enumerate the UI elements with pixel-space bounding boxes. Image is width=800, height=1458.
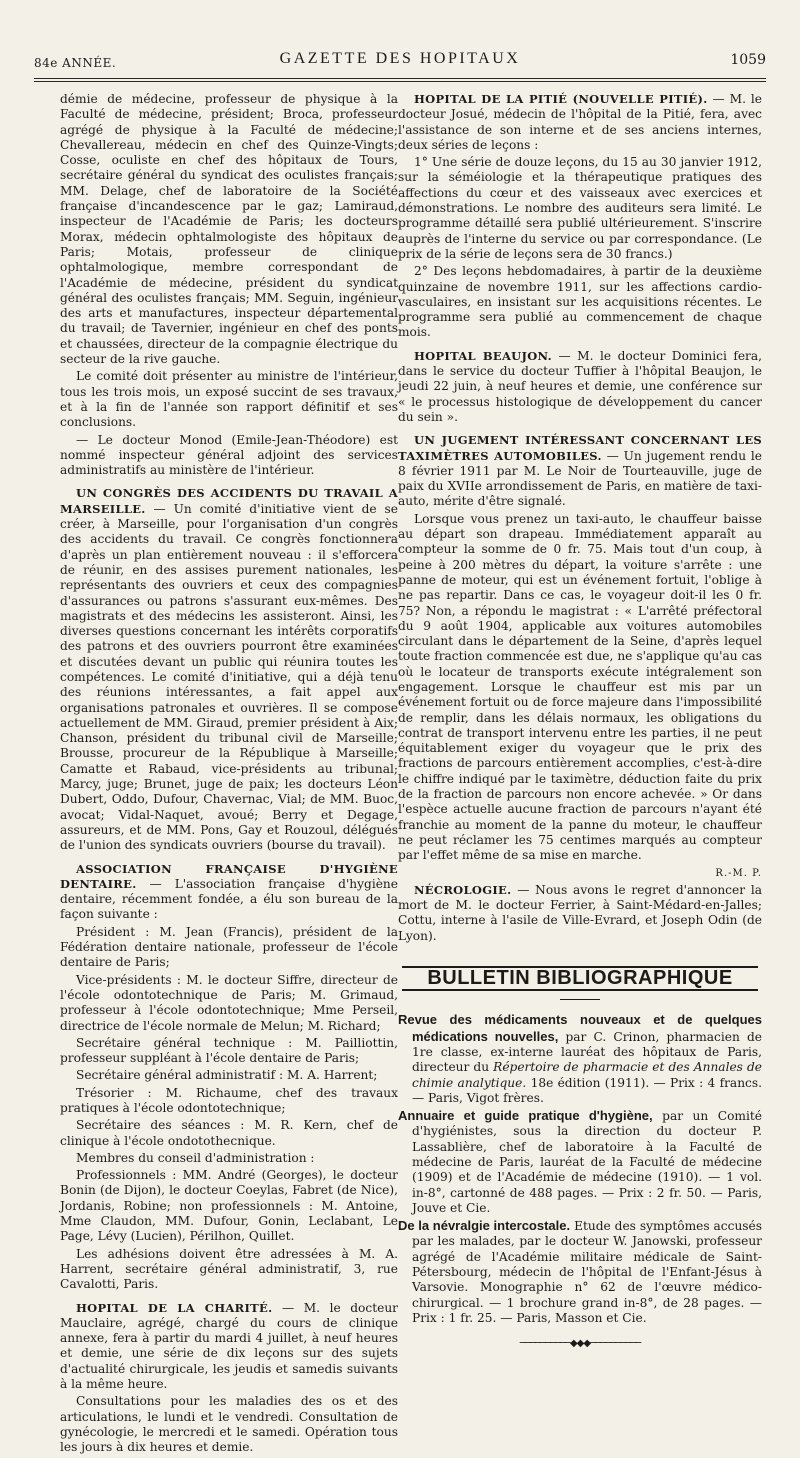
list-item: Secrétaire général technique : M. Pailliottin, professeur suppléant à l'école dentaire de Paris; (60, 1035, 398, 1066)
list-item: Professionnels : MM. André (Georges), le docteur Bonin (de Dijon), le docteur Coeylas, Fabret (de Nice), Jordanis, Robine; non professionnels : M. Antoine, Mme Claudon, MM. Dufour, Gonin, Leclabant, Le Page, Lévy (Lucien), Périlhon, Quillet. (60, 1168, 398, 1244)
article-title: HOPITAL DE LA PITIÉ (NOUVELLE PITIÉ). (414, 92, 708, 106)
article-text: — L'association française d'hygiène dentaire, récemment fondée, a élu son bureau de la façon suivante : (60, 876, 398, 922)
biblio-text: Etude des symptômes accusés par les malades, par le docteur W. Janowski, professeur agrégé de l'Académie militaire médicale de Saint-Pétersbourg, médecin de l'hôpital de l'Enfant-Jésus à Varsovie. Monographie n° 62 de l'œuvre médico-chirurgical. — 1 brochure grand in-8°, de 28 pages. — Prix : 1 fr. 25. — Paris, Masson et Cie. (412, 1219, 763, 1325)
paragraph: Le comité doit présenter au ministre de l'intérieur, tous les trois mois, un exposé succint de ses travaux, et à la fin de l'année son rapport définitif et ses conclusions. (60, 369, 398, 430)
article-text: — M. le docteur Josué, médecin de l'hôpital de la Pitié, fera, avec l'assistance de son interne et de ses anciens internes, deux séries de leçons : (398, 92, 763, 152)
article-title: HOPITAL DE LA CHARITÉ. (76, 1300, 273, 1315)
article-text: — Un jugement rendu le 8 février 1911 par M. Le Noir de Tourteauville, juge de paix du XVIIe arrondissement de Paris, en matière de taxi-auto, mérite d'être signalé. (398, 448, 762, 509)
bulletin-title: BULLETIN BIBLIOGRAPHIQUE (402, 966, 758, 991)
issue-label: 84e ANNÉE. (34, 56, 117, 70)
biblio-title: Revue des médicaments nouveaux et de quelques médications nouvelles, (398, 1012, 762, 1044)
article-jugement (398, 433, 762, 509)
header-rule-bottom (34, 81, 766, 82)
article-title: NÉCROLOGIE. (414, 882, 512, 897)
paragraph: Lorsque vous prenez un taxi-auto, le chauffeur baisse au départ son drapeau. Immédiatement apparaît au compteur la somme de 0 fr. 75. Mais tout d'un coup, à peine à 200 mètres du départ, la voiture s'arrête : une panne de moteur, qui est un événement fortuit, l'oblige à ne pas repartir. Dans ce cas, le voyageur doit-il les 0 fr. 75? Non, a répondu le magistrat : « L'arrêté préfectoral du 9 août 1904, applicable aux voitures automobiles circulant dans le département de la Seine, d'après lequel toute fraction commencée est due, ne s'applique qu'au cas où le locateur de transports exécute intégralement son engagement. Lorsque le chauffeur est mis par un événement fortuit ou de force majeure dans l'impossibilité de remplir, dans les délais normaux, les obligations du contrat de transport intervenu entre les parties, il ne peut équitablement exiger du voyageur que le prix des fractions de parcours entièrement accomplies, c'est-à-dire le chiffre indiqué par le taximètre, déduction faite du prix de la fraction de parcours non encore achevée. » Or dans l'espèce actuelle aucune fraction de parcours n'ayant été franchie au moment de la panne du moteur, le chauffeur ne peut réclamer les 75 centimes marqués au compteur par l'effet même de sa mise en marche. (398, 511, 762, 863)
biblio-text: 18e édition (1911). — Prix : 4 francs. — Paris, Vigot frères. (412, 1075, 762, 1105)
article-title: HOPITAL BEAUJON. (414, 348, 552, 363)
paragraph: démie de médecine, professeur de physique à la Faculté de médecine, président; Broca, professeur agrégé de physique à la Faculté de médecine; Chevallereau, médecin en chef des Quinze-Vingts; Cosse, oculiste en chef des hôpitaux de Tours, secrétaire général du syndicat des oculistes français; MM. Delage, chef de laboratoire de la Société française d'incandescence par le gaz; Lamiraud, inspecteur de l'Académie de Paris; les docteurs Morax, médecin ophtalmologiste des hôpitaux de Paris; Motais, professeur de clinique ophtalmologique, membre correspondant de l'Académie de médecine, président du syndicat général des oculistes français; MM. Seguin, ingénieur des arts et manufactures, inspecteur départemental du travail; de Tavernier, ingénieur en chef des ponts et chaussées, directeur de la compagnie électrique du secteur de la rive gauche. (60, 92, 398, 367)
paragraph: Consultations pour les maladies des os et des articulations, le lundi et le vendredi. Consultation de gynécologie, le mercredi et le samedi. Opération tous les jours à dix heures et demie. (60, 1394, 398, 1455)
article-beaujon (398, 349, 762, 425)
article-pitie (398, 92, 762, 153)
article-text: — Nous avons le regret d'annoncer la mort de M. le docteur Ferrier, à Saint-Médard-en-Jalles; Cottu, interne à l'asile de Ville-Evrard, et Joseph Odin (de Lyon). (398, 882, 762, 943)
page-header (34, 48, 766, 76)
article-text: — M. le docteur Mauclaire, agrégé, chargé du cours de clinique annexe, fera à partir du mardi 4 juillet, à neuf heures et demie, une série de dix leçons sur des sujets d'actualité chirurgicale, les jeudis et samedis suivants à la même heure. (60, 1300, 398, 1392)
divider (560, 999, 600, 1000)
list-item: Les adhésions doivent être adressées à M. A. Harrent, secrétaire général administratif, 3, rue Cavalotti, Paris. (60, 1246, 398, 1292)
biblio-entry (398, 1108, 762, 1216)
list-item: 1° Une série de douze leçons, du 15 au 30 janvier 1912, sur la séméiologie et la thérapeutique pratiques des affections du cœur et des vaisseaux avec exercices et démonstrations. Le nombre des auditeurs sera limité. Le programme détaillé sera publié ultérieurement. S'inscrire auprès de l'interne du service ou par correspondance. (Le prix de la série de leçons sera de 30 francs.) (398, 155, 762, 261)
biblio-entry (398, 1218, 762, 1326)
list-item: Secrétaire général administratif : M. A. Harrent; (76, 1068, 378, 1083)
left-column (60, 92, 398, 1458)
article-text: — Un comité d'initiative vient de se créer, à Marseille, pour l'organisation d'un congrès des accidents du travail. Ce congrès fonctionnera d'après un plan entièrement nouveau : il s'efforcera de réunir, en des assises purement nationales, les représentants des ouvriers et ceux des compagnies d'assurances ou patrons s'assurant eux-mêmes. Des magistrats et des médecins les assisteront. Ainsi, les diverses questions concernant les intérêts corporatifs des patrons et des ouvriers pourront être examinées et discutées devant un public qui réunira toutes les compétences. Le comité d'initiative, qui a déjà tenu des réunions intéressantes, a fait appel aux organisations patronales et ouvrières. Il se compose actuellement de MM. Giraud, premier président à Aix; Chanson, président du tribunal civil de Marseille; Brousse, procureur de la République à Marseille; Camatte et Rabaud, vice-présidents au tribunal; Marcy, juge; Brunet, juge de paix; les docteurs Léon Dubert, Oddo, Dufour, Chavernac, Vial; de MM. Buoc, avocat; Vidal-Naquet, avoué; Berry et Degage, assureurs, et de MM. Pons, Gay et Rouzoul, délégués de l'union des syndicats ouvriers (bourse du travail). (60, 501, 399, 853)
article-congres (60, 486, 398, 853)
header-rule-top (34, 78, 766, 79)
article-title: ASSOCIATION FRANÇAISE D'HYGIÈNE DENTAIRE. (60, 861, 398, 891)
journal-title: GAZETTE DES HOPITAUX (279, 50, 521, 67)
biblio-title: De la névralgie intercostale. (398, 1218, 571, 1234)
list-item: Secrétaire des séances : M. R. Kern, chef de clinique à l'école ondotothecnique. (60, 1118, 398, 1148)
list-item: Vice-présidents : M. le docteur Siffre, directeur de l'école odontotechnique de Paris; M. Grimaud, professeur à l'école odontotechnique; Mme Perseil, directrice de l'école normale de Melun; M. Richard; (60, 972, 398, 1033)
end-ornament: ──────────◆◆◆────────── (519, 1338, 641, 1350)
biblio-text: par C. Crinon, pharmacien de 1re classe, ex-interne lauréat des hôpitaux de Paris, directeur du (412, 1029, 762, 1075)
list-item: Membres du conseil d'administration : (76, 1150, 315, 1165)
paragraph: — Le docteur Monod (Emile-Jean-Théodore) est nommé inspecteur général adjoint des services administratifs au ministère de l'intérieur. (60, 432, 398, 478)
article-necrologie (398, 883, 762, 944)
article-association (60, 862, 398, 923)
article-title: UN CONGRÈS DES ACCIDENTS DU TRAVAIL A MARSEILLE. (60, 486, 398, 516)
biblio-entry (398, 1012, 762, 1106)
biblio-text: par un Comité d'hygiénistes, sous la direction du docteur P. Lassablière, chef de laboratoire à la Faculté de médecine de Paris, lauréat de la Faculté de médecine (1909) et de l'Académie de médecine (1910). — 1 vol. in-8°, cartonné de 488 pages. — Prix : 2 fr. 50. — Paris, Jouve et Cie. (412, 1109, 762, 1215)
article-charite (60, 1301, 398, 1393)
article-text: — M. le docteur Dominici fera, dans le service du docteur Tuffier à l'hôpital Beaujon, le jeudi 22 juin, à neuf heures et demie, une conférence sur « le processus histologique de développement du cancer du sein ». (398, 348, 763, 424)
biblio-title: Annuaire et guide pratique d'hygiène, (398, 1108, 653, 1124)
article-title: UN JUGEMENT INTÉRESSANT CONCERNANT LES TAXIMÈTRES AUTOMOBILES. (398, 433, 762, 463)
list-item: Président : M. Jean (Francis), président de la Fédération dentaire nationale, professeur de l'école dentaire de Paris; (60, 924, 398, 970)
list-item: Trésorier : M. Richaume, chef des travaux pratiques à l'école odontotechnique; (60, 1085, 398, 1115)
right-column (398, 92, 762, 1352)
list-item: 2° Des leçons hebdomadaires, à partir de la deuxième quinzaine de novembre 1911, sur les affections cardio-vasculaires, en insistant sur les acquisitions récentes. Le programme sera publié au commencement de chaque mois. (398, 264, 762, 340)
signature: R.-M. P. (715, 867, 762, 879)
biblio-journals: Répertoire de pharmacie et des Annales de chimie analytique. (412, 1060, 763, 1090)
bulletin-header (398, 966, 762, 991)
page-number: 1059 (730, 52, 766, 68)
